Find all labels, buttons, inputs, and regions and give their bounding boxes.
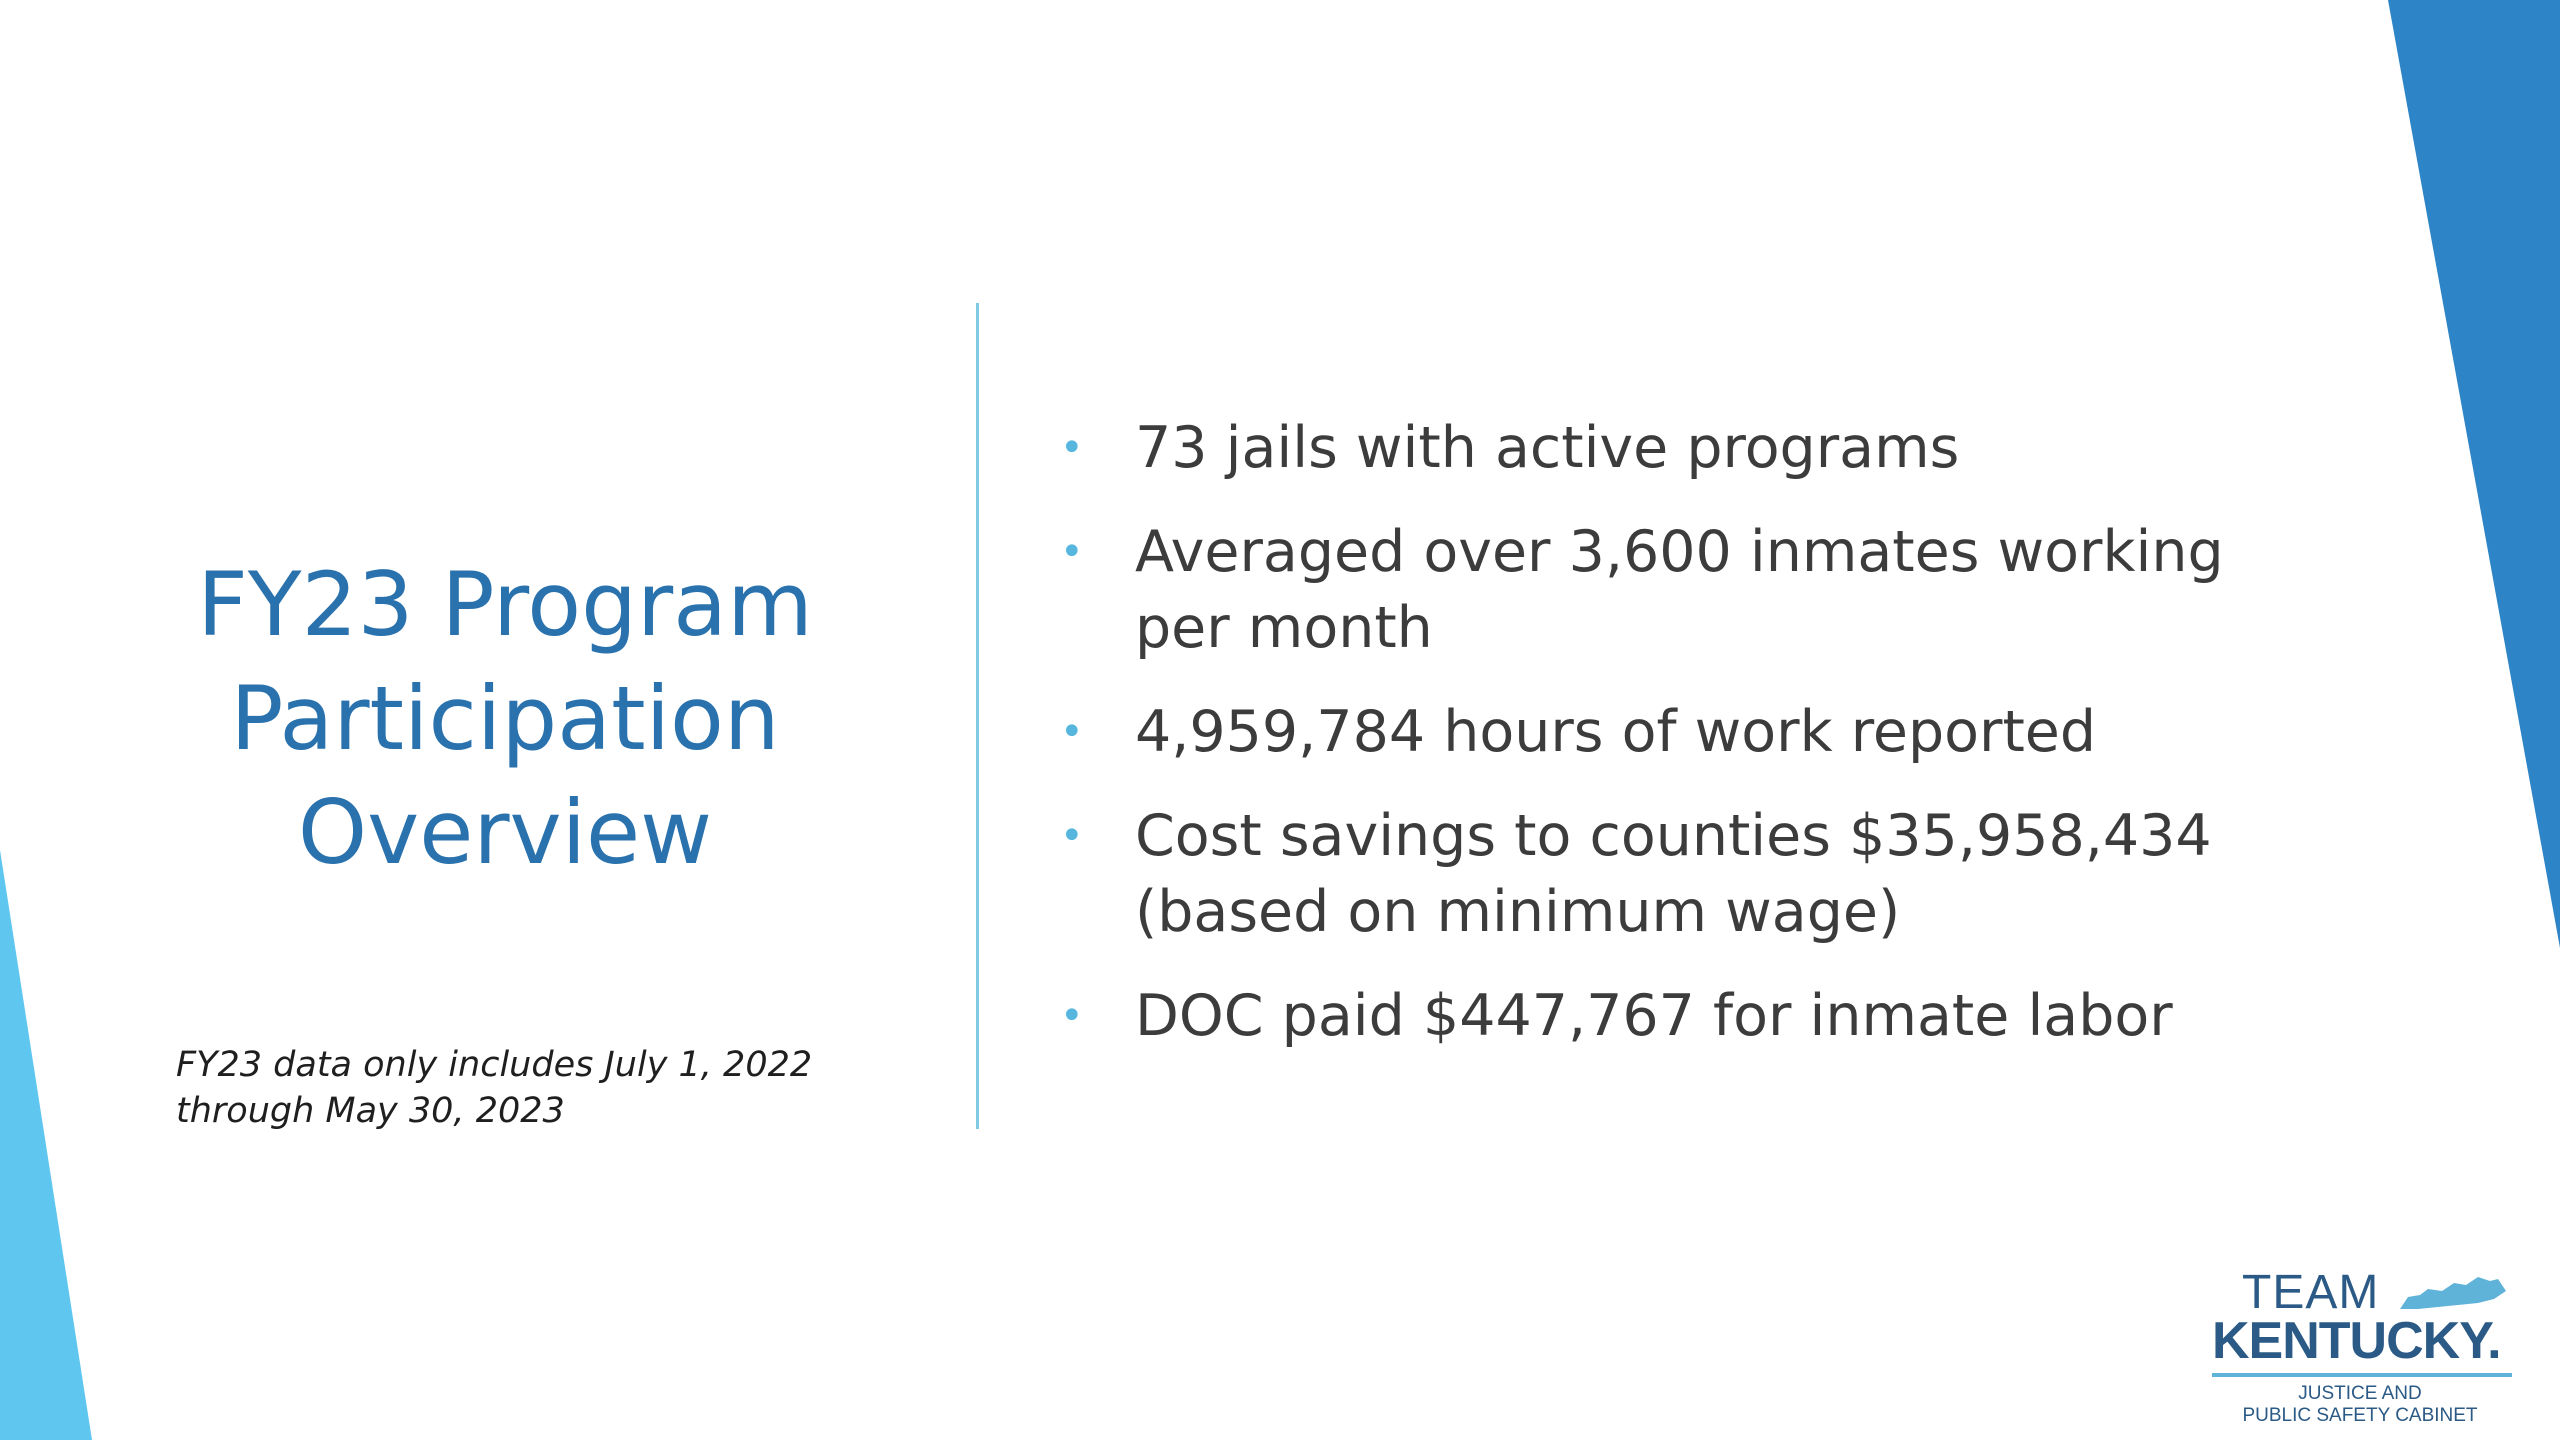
- logo-kentucky-text: KENTUCKY.: [2212, 1312, 2501, 1370]
- bullet-item: [1060, 798, 2380, 950]
- title-line: Overview: [297, 781, 713, 884]
- data-range-note: [176, 1042, 896, 1134]
- logo-subtitle-line: PUBLIC SAFETY CABINET: [2242, 1405, 2478, 1426]
- title-line: FY23 Program: [197, 553, 813, 656]
- bullet-text: 73 jails with active programs: [1135, 415, 1960, 481]
- bullet-text: Cost savings to counties $35,958,434: [1135, 803, 2212, 869]
- bullet-item: [1060, 410, 2380, 486]
- bullet-text-continued: (based on minimum wage): [1135, 879, 1901, 945]
- bullet-text: 4,959,784 hours of work reported: [1135, 699, 2097, 765]
- bullet-text-continued: per month: [1135, 595, 1433, 661]
- bullet-list: [1060, 410, 2380, 1082]
- vertical-divider: [976, 303, 979, 1129]
- bullet-item: [1060, 978, 2380, 1054]
- bullet-text: Averaged over 3,600 inmates working: [1135, 519, 2224, 585]
- left-accent-shape: [0, 850, 92, 1440]
- note-line: through May 30, 2023: [176, 1091, 565, 1131]
- team-kentucky-logo: [2208, 1265, 2528, 1425]
- bullet-dot-icon: •: [1060, 709, 1084, 755]
- logo-divider: [2212, 1373, 2512, 1377]
- logo-subtitle-line: JUSTICE AND: [2298, 1383, 2422, 1404]
- right-accent-shape: [2388, 0, 2560, 948]
- bullet-text: DOC paid $447,767 for inmate labor: [1135, 983, 2173, 1049]
- bullet-item: [1060, 694, 2380, 770]
- logo-team-text: TEAM: [2242, 1266, 2380, 1319]
- kentucky-state-outline-icon: [2398, 1275, 2508, 1315]
- bullet-dot-icon: •: [1060, 529, 1084, 575]
- bullet-item: [1060, 514, 2380, 666]
- bullet-dot-icon: •: [1060, 425, 1084, 471]
- note-line: FY23 data only includes July 1, 2022: [176, 1045, 813, 1085]
- title-line: Participation: [230, 667, 780, 770]
- slide-title: [100, 548, 910, 890]
- bullet-dot-icon: •: [1060, 993, 1084, 1039]
- bullet-dot-icon: •: [1060, 813, 1084, 859]
